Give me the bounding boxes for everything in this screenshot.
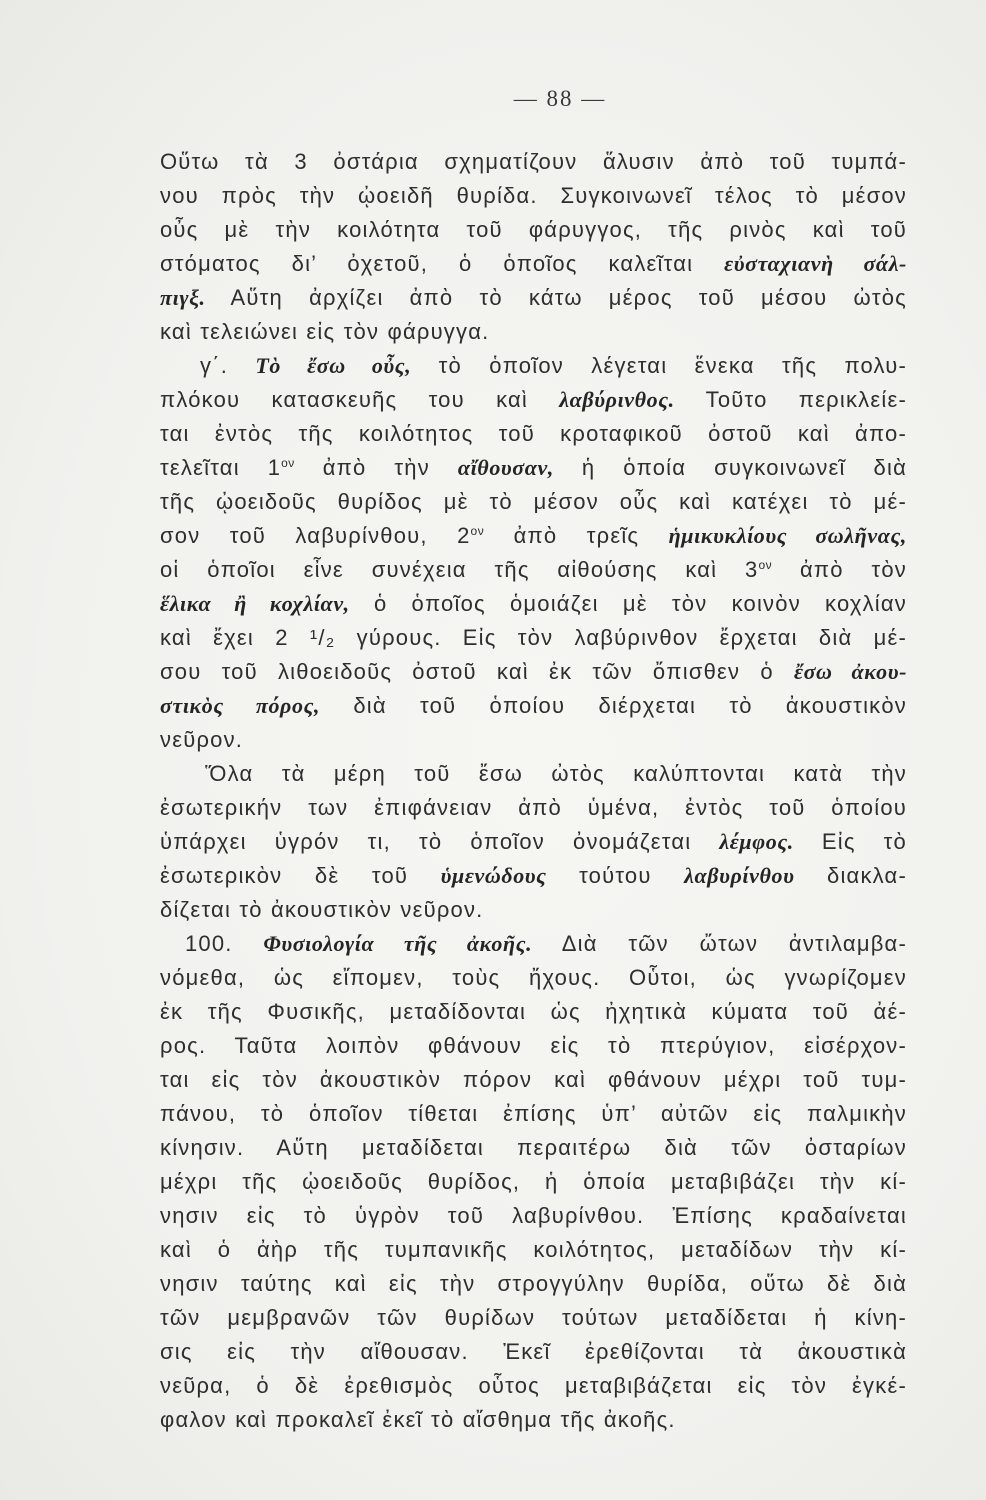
text-run: καὶ τελειώνει εἰς τὸν φάρυγγα. bbox=[160, 319, 490, 344]
text-line-23 bbox=[160, 893, 907, 927]
text-line-14 bbox=[160, 587, 907, 621]
text-line-27 bbox=[160, 1029, 907, 1063]
text-line-6 bbox=[160, 315, 907, 349]
text-run: οὖς μὲ τὴν κοιλότητα τοῦ φάρυγγος, τῆς ρινὸς καὶ τοῦ bbox=[160, 217, 907, 242]
text-line-5 bbox=[160, 281, 907, 315]
text-line-17 bbox=[160, 689, 907, 723]
text-run: πάνου, τὸ ὁποῖον τίθεται ἐπίσης ὑπ’ αὐτῶν εἰς παλμικὴν bbox=[160, 1101, 907, 1126]
text-line-3 bbox=[160, 213, 907, 247]
text-line-9 bbox=[160, 417, 907, 451]
text-line-12 bbox=[160, 519, 907, 553]
text-run: ἀπὸ τρεῖς bbox=[484, 523, 669, 548]
text-run: 100. bbox=[185, 931, 264, 956]
text-run: ἐσωτερικήν των ἐπιφάνειαν ἀπὸ ὑμένα, ἐντὸς τοῦ ὁποίου bbox=[160, 795, 907, 820]
text-line-32 bbox=[160, 1199, 907, 1233]
text-line-29 bbox=[160, 1097, 907, 1131]
text-run: ται ἐντὸς τῆς κοιλότητος τοῦ κροταφικοῦ ὀστοῦ καὶ ἀπο- bbox=[160, 421, 907, 446]
text-run: σον τοῦ λαβυρίνθου, 2 bbox=[160, 523, 471, 548]
text-run: νεῦρον. bbox=[160, 727, 244, 752]
text-run: σις εἰς τὴν αἴθουσαν. Ἐκεῖ ἐρεθίζονται τὰ ἀκουστικὰ bbox=[160, 1339, 907, 1364]
text-line-36 bbox=[160, 1335, 907, 1369]
ordinal-superscript: ον bbox=[281, 456, 295, 470]
text-line-7 bbox=[160, 349, 907, 383]
text-run: ται εἰς τὸν ἀκουστικὸν πόρον καὶ φθάνουν μέχρι τοῦ τυμ- bbox=[160, 1067, 907, 1092]
text-run: νησιν ταύτης καὶ εἰς τὴν στρογγύλην θυρίδα, οὕτω δὲ διὰ bbox=[160, 1271, 907, 1296]
text-line-2 bbox=[160, 179, 907, 213]
text-line-28 bbox=[160, 1063, 907, 1097]
text-line-25 bbox=[160, 961, 907, 995]
text-line-8 bbox=[160, 383, 907, 417]
ordinal-superscript: ον bbox=[758, 558, 773, 572]
text-line-13 bbox=[160, 553, 907, 587]
text-run: νόμεθα, ὡς εἴπομεν, τοὺς ἤχους. Οὗτοι, ὡς γνωρίζομεν bbox=[160, 965, 907, 990]
text-run: τῆς ᾠοειδοῦς θυρίδος μὲ τὸ μέσον οὖς καὶ κατέχει τὸ μέ- bbox=[160, 489, 907, 514]
text-run: τούτου bbox=[546, 863, 685, 888]
text-run: οἱ ὁποῖοι εἶνε συνέχεια τῆς αἰθούσης καὶ 3 bbox=[160, 557, 759, 582]
text-line-33 bbox=[160, 1233, 907, 1267]
text-run: ἐσωτερικὸν δὲ τοῦ bbox=[160, 863, 441, 888]
text-run: καὶ ἔχει 2 ¹/₂ γύρους. Εἰς τὸν λαβύρινθον ἔρχεται διὰ μέ- bbox=[160, 625, 907, 650]
text-line-30 bbox=[160, 1131, 907, 1165]
text-run: φαλον καὶ προκαλεῖ ἐκεῖ τὸ αἴσθημα τῆς ἀκοῆς. bbox=[160, 1407, 676, 1432]
text-line-19 bbox=[160, 757, 907, 791]
text-run: διακλα- bbox=[794, 863, 907, 888]
text-line-10 bbox=[160, 451, 907, 485]
text-run: Τοῦτο περικλείε- bbox=[674, 387, 907, 412]
text-run: νησιν εἰς τὸ ὑγρὸν τοῦ λαβυρίνθου. Ἐπίσης κραδαίνεται bbox=[160, 1203, 907, 1228]
text-run: πλόκου κατασκευῆς του καὶ bbox=[160, 387, 560, 412]
text-run: Εἰς τὸ bbox=[793, 829, 907, 854]
text-run: νεῦρα, ὁ δὲ ἐρεθισμὸς οὗτος μεταβιβάζεται εἰς τὸν ἐγκέ- bbox=[160, 1373, 907, 1398]
text-run: τὸ ὁποῖον λέγεται ἕνεκα τῆς πολυ- bbox=[411, 353, 907, 378]
text-line-16 bbox=[160, 655, 907, 689]
text-run: γ΄. bbox=[200, 353, 256, 378]
text-run: ἀπὸ τὸν bbox=[772, 557, 907, 582]
text-line-11 bbox=[160, 485, 907, 519]
emphasized-term: λαβύρινθος. bbox=[559, 387, 675, 412]
text-line-26 bbox=[160, 995, 907, 1029]
text-run: διὰ τοῦ ὁποίου διέρχεται τὸ ἀκουστικὸν bbox=[320, 693, 907, 718]
text-run: ρος. Ταῦτα λοιπὸν φθάνουν εἰς τὸ πτερύγιον, εἰσέρχον- bbox=[160, 1033, 907, 1058]
text-run: κίνησιν. Αὕτη μεταδίδεται περαιτέρω διὰ τῶν ὀσταρίων bbox=[160, 1135, 907, 1160]
text-run: στόματος δι’ ὀχετοῦ, ὁ ὁποῖος καλεῖται bbox=[160, 251, 725, 276]
text-run: τελεῖται 1 bbox=[160, 455, 282, 480]
emphasized-term: ἡμικυκλίους σωλῆνας, bbox=[668, 523, 907, 548]
text-line-35 bbox=[160, 1301, 907, 1335]
emphasized-term: ὑμενώδους bbox=[440, 863, 547, 888]
text-line-38 bbox=[160, 1403, 907, 1437]
text-run: ἡ ὁποία συγκοινωνεῖ διὰ bbox=[553, 455, 907, 480]
text-line-21 bbox=[160, 825, 907, 859]
text-line-22 bbox=[160, 859, 907, 893]
text-line-34 bbox=[160, 1267, 907, 1301]
text-line-31 bbox=[160, 1165, 907, 1199]
text-run: μέχρι τῆς ᾠοειδοῦς θυρίδος, ἡ ὁποία μεταβιβάζει τὴν κί- bbox=[160, 1169, 907, 1194]
text-run: καὶ ὁ ἀὴρ τῆς τυμπανικῆς κοιλότητος, μεταδίδων τὴν κί- bbox=[160, 1237, 907, 1262]
text-run: Αὕτη ἀρχίζει ἀπὸ τὸ κάτω μέρος τοῦ μέσου ὠτὸς bbox=[205, 285, 907, 310]
emphasized-term: λαβυρίνθου bbox=[684, 863, 795, 888]
text-line-37 bbox=[160, 1369, 907, 1403]
emphasized-term: ἕλικα ἢ κοχλίαν, bbox=[160, 591, 350, 616]
text-run: Διὰ τῶν ὤτων ἀντιλαμβα- bbox=[532, 931, 907, 956]
text-run: Οὕτω τὰ 3 ὀστάρια σχηματίζουν ἅλυσιν ἀπὸ τοῦ τυμπά- bbox=[160, 149, 907, 174]
emphasized-term: Φυσιολογία τῆς ἀκοῆς. bbox=[263, 931, 533, 956]
text-line-18 bbox=[160, 723, 907, 757]
emphasized-term: εὐσταχιανὴ σάλ- bbox=[724, 251, 907, 276]
text-line-24 bbox=[160, 927, 907, 961]
emphasized-term: πιγξ. bbox=[160, 285, 206, 310]
text-run: ἐκ τῆς Φυσικῆς, μεταδίδονται ὡς ἠχητικὰ κύματα τοῦ ἀέ- bbox=[160, 999, 907, 1024]
text-run: ὑπάρχει ὑγρόν τι, τὸ ὁποῖον ὀνομάζεται bbox=[160, 829, 720, 854]
text-run: ὁ ὁποῖος ὁμοιάζει μὲ τὸν κοινὸν κοχλίαν bbox=[349, 591, 907, 616]
text-run: δίζεται τὸ ἀκουστικὸν νεῦρον. bbox=[160, 897, 484, 922]
emphasized-term: Τὸ ἔσω οὖς, bbox=[255, 353, 412, 378]
ordinal-superscript: ον bbox=[470, 524, 485, 538]
text-line-4 bbox=[160, 247, 907, 281]
text-run: νου πρὸς τὴν ᾠοειδῆ θυρίδα. Συγκοινωνεῖ τέλος τὸ μέσον bbox=[160, 183, 907, 208]
text-line-1 bbox=[160, 145, 907, 179]
text-run: ἀπὸ τὴν bbox=[294, 455, 458, 480]
text-line-20 bbox=[160, 791, 907, 825]
text-run: σου τοῦ λιθοειδοῦς ὀστοῦ καὶ ἐκ τῶν ὄπισθεν ὁ bbox=[160, 659, 794, 684]
emphasized-term: στικὸς πόρος, bbox=[160, 693, 321, 718]
text-run: τῶν μεμβρανῶν τῶν θυρίδων τούτων μεταδίδεται ἡ κίνη- bbox=[160, 1305, 907, 1330]
text-run: Ὅλα τὰ μέρη τοῦ ἔσω ὠτὸς καλύπτονται κατὰ τὴν bbox=[205, 761, 907, 786]
emphasized-term: λέμφος. bbox=[719, 829, 794, 854]
emphasized-term: αἴθουσαν, bbox=[457, 455, 554, 480]
emphasized-term: ἔσω ἀκου- bbox=[793, 659, 907, 684]
text-line-15 bbox=[160, 621, 907, 655]
page-number: — 88 — bbox=[513, 86, 607, 111]
page-body-text bbox=[160, 145, 907, 1437]
